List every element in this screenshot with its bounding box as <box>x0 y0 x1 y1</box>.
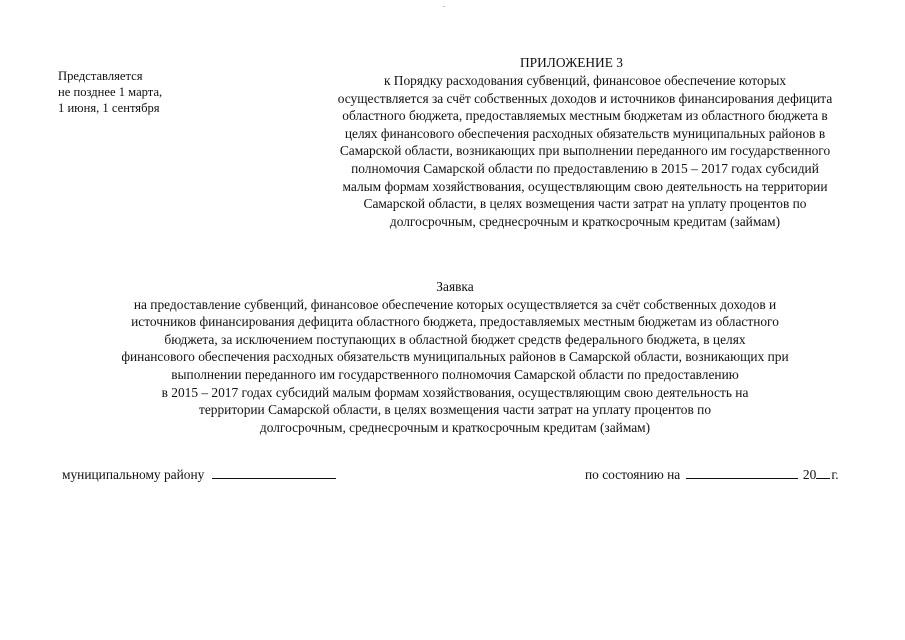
appendix-description <box>288 72 882 230</box>
submission-note-line: не позднее 1 марта, <box>58 85 163 99</box>
district-blank-line[interactable] <box>212 466 336 479</box>
appendix-line: целях финансового обеспечения расходных обязательств муниципальных районов в <box>344 125 826 141</box>
appendix-line: Самарской области, возникающих при выполнении переданного им государственного <box>339 143 831 159</box>
date-blank-line[interactable] <box>686 466 798 479</box>
request-line: выполнении переданного им государственного полномочия Самарской области по предоставлению <box>171 366 739 382</box>
request-line: долгосрочным, среднесрочным и краткосрочным кредитам (займам) <box>259 419 651 435</box>
request-line: источников финансирования дефицита областного бюджета, предоставляемых местным бюджетам из областного <box>131 314 779 330</box>
year-suffix: г. <box>831 467 839 482</box>
request-line: бюджета, за исключением поступающих в областной бюджет средств федерального бюджета, в целях <box>164 331 746 347</box>
appendix-line: к Порядку расходования субвенций, финансовое обеспечение которых <box>383 73 787 88</box>
request-line: финансового обеспечения расходных обязательств муниципальных районов в Самарской области, возникающих при <box>121 349 789 365</box>
request-section <box>40 278 870 436</box>
request-line: на предоставление субвенций, финансовое обеспечение которых осуществляется за счёт собственных доходов и <box>133 296 777 312</box>
appendix-title: ПРИЛОЖЕНИЕ 3 <box>520 55 623 70</box>
submission-note-line: Представляется <box>58 69 143 83</box>
district-label: муниципальному району <box>62 467 205 482</box>
request-line: территории Самарской области, в целях возмещения части затрат на уплату процентов по <box>198 402 712 418</box>
year-prefix: 20 <box>802 467 817 482</box>
appendix-line: малым формам хозяйствования, осуществляющим свою деятельность на территории <box>342 178 828 194</box>
appendix-line: областного бюджета, предоставляемых местным бюджетам из областного бюджета в <box>342 108 828 124</box>
request-title: Заявка <box>436 279 474 294</box>
appendix-line: полномочия Самарской области по предоставлению в 2015 – 2017 годах субсидий <box>351 160 819 176</box>
district-field <box>62 466 336 484</box>
status-date-label: по состоянию на <box>585 467 681 482</box>
submission-note-line: 1 июня, 1 сентября <box>58 101 160 115</box>
scan-artifact <box>443 6 445 7</box>
appendix-line: долгосрочным, среднесрочным и краткосрочным кредитам (займам) <box>389 213 781 229</box>
year-blank-line[interactable] <box>816 466 830 479</box>
submission-deadline-note <box>58 68 208 116</box>
request-line: в 2015 – 2017 годах субсидий малым формам хозяйствования, осуществляющим свою деятельность на <box>161 384 749 400</box>
appendix-line: осуществляется за счёт собственных доходов и источников финансирования дефицита <box>337 90 833 106</box>
status-date-field <box>585 466 839 484</box>
appendix-line: Самарской области, в целях возмещения части затрат на уплату процентов по <box>363 196 807 212</box>
